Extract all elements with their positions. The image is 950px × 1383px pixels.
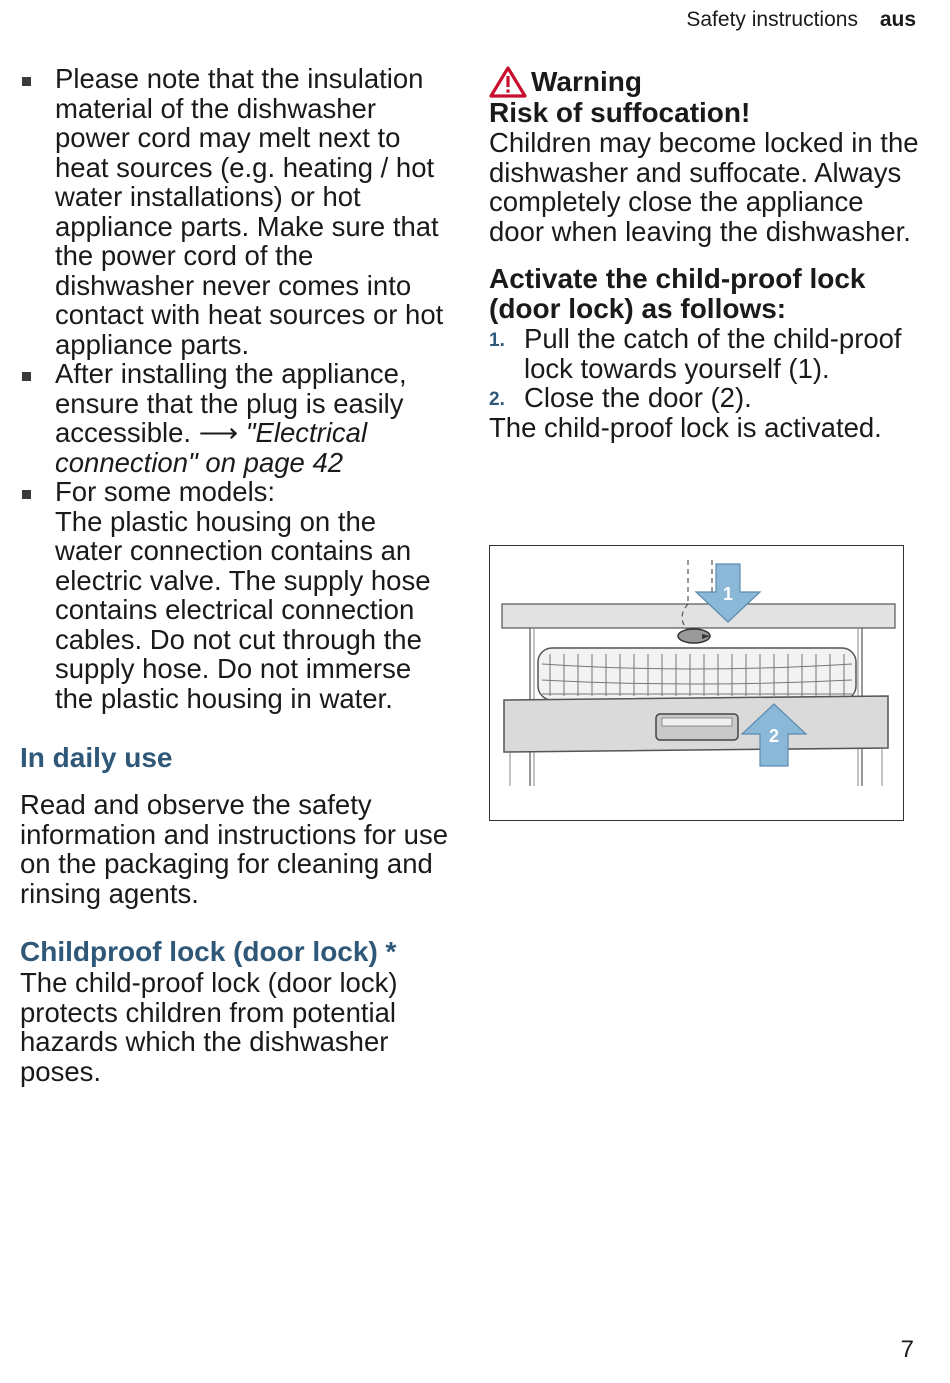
header-section: Safety instructions — [686, 8, 858, 31]
step-text: Close the door (2). — [524, 382, 752, 413]
bullet-square-icon — [22, 490, 31, 499]
bullet-text: The plastic housing on the water connection contains an electric valve. The supply hose contains electrical connection cables. Do not cut through the supply hose. Do not immerse the plastic housing in water. — [55, 505, 431, 714]
step-item — [489, 324, 919, 383]
dishwasher-illustration — [490, 546, 902, 819]
cross-reference-arrow-icon: ⟶ — [198, 417, 239, 448]
step-text: Pull the catch of the child-proof lock towards yourself (1). — [524, 323, 902, 384]
risk-text: Children may become locked in the dishwasher and suffocate. Always completely close the appliance door when leaving the dishwasher. — [489, 127, 919, 247]
risk-title: Risk of suffocation! — [489, 97, 751, 128]
bullet-intro: For some models: — [55, 476, 276, 507]
arrow-2-label: 2 — [768, 726, 780, 746]
header-language: aus — [879, 8, 916, 31]
step-number: 2. — [489, 389, 505, 410]
warning-label: Warning — [531, 66, 642, 97]
arrow-1-label: 1 — [722, 584, 734, 604]
bullet-square-icon — [22, 77, 31, 86]
list-item — [20, 359, 450, 477]
warning-triangle-icon — [489, 66, 527, 98]
right-column — [489, 66, 919, 442]
steps-list — [489, 324, 919, 413]
bullet-text: Please note that the insulation material of the dishwasher power cord may melt next to heat sources (e.g. heating / hot water installations) or hot appliance parts. Make sure that the power cord of the dishwasher never comes into contact with heat sources or hot appliance parts. — [55, 63, 444, 360]
dishwasher-basket — [538, 648, 856, 700]
step-item — [489, 383, 919, 413]
daily-use-text: Read and observe the safety information and instructions for use on the packaging for cleaning and rinsing agents. — [20, 789, 448, 909]
section-heading-daily-use: In daily use — [20, 742, 173, 773]
cross-reference-link[interactable]: "Electrical connection" on page 42 — [55, 417, 368, 478]
childproof-lock-text: The child-proof lock (door lock) protects children from potential hazards which the dishwasher poses. — [20, 967, 398, 1087]
section-heading-childproof-lock: Childproof lock (door lock) * — [20, 936, 397, 967]
activate-heading: Activate the child-proof lock (door lock) as follows: — [489, 263, 866, 324]
bullet-square-icon — [22, 372, 31, 381]
list-item — [20, 477, 450, 713]
bullet-text: After installing the appliance, ensure that the plug is easily accessible. — [55, 358, 407, 448]
childproof-lock-illustration — [489, 545, 904, 821]
warning-title — [489, 66, 919, 98]
page-number: 7 — [900, 1336, 914, 1363]
step-number: 1. — [489, 330, 505, 351]
list-item — [20, 64, 450, 359]
result-text: The child-proof lock is activated. — [489, 411, 882, 443]
countertop — [502, 604, 895, 628]
safety-bullet-list — [20, 64, 450, 713]
page-header — [686, 8, 916, 32]
left-column — [20, 64, 450, 1086]
